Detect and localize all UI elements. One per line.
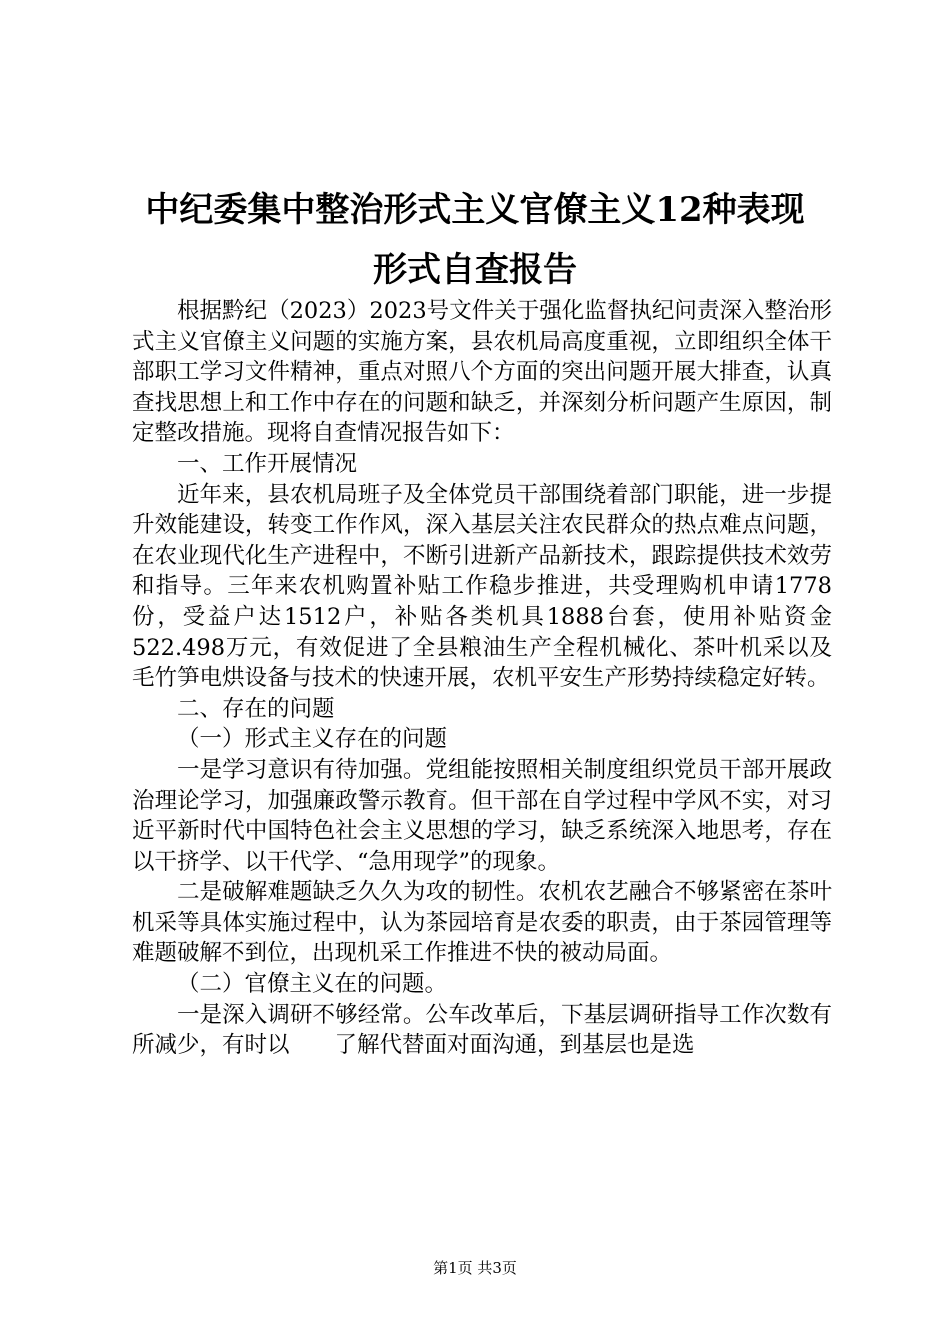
paragraph-formalism-1: 一是学习意识有待加强。党组能按照相关制度组织党员干部开展政治理论学习，加强廉政警示教育。但干部在自学过程中学风不实，对习近平新时代中国特色社会主义思想的学习，缺乏系统深入地思考，存在以干挤学、以干代学、“急用现学”的现象。 (132, 756, 832, 875)
document-title-line-2: 形式自查报告 (373, 250, 577, 290)
paragraph-formalism-2: 二是破解难题缺乏久久为攻的韧性。农机农艺融合不够紧密在茶叶机采等具体实施过程中，认为茶园培育是农委的职责，由于茶园管理等难题破解不到位，出现机采工作推进不快的被动局面。 (132, 879, 832, 967)
heading-work-progress: 一、工作开展情况 (177, 450, 358, 477)
document-body (132, 296, 832, 1061)
paragraph-intro: 根据黔纪（2023）2023号文件关于强化监督执纪问责深入整治形式主义官僚主义问题的实施方案，县农机局高度重视，立即组织全体干部职工学习文件精神，重点对照八个方面的突出问题开展大排查，认真查找思想上和工作中存在的问题和缺乏，并深刻分析问题产生原因，制定整改措施。现将自查情况报告如下： (132, 298, 832, 447)
paragraph-work-progress: 近年来，县农机局班子及全体党员干部围绕着部门职能，进一步提升效能建设，转变工作作风，深入基层关注农民群众的热点难点问题，在农业现代化生产进程中，不断引进新产品新技术，跟踪提供技术效劳和指导。三年来农机购置补贴工作稳步推进，共受理购机申请1778份，受益户达1512户，补贴各类机具1888台套，使用补贴资金522.498万元，有效促进了全县粮油生产全程机械化、茶叶机采以及毛竹笋电烘设备与技术的快速开展，农机平安生产形势持续稳定好转。 (132, 481, 832, 692)
heading-existing-problems: 二、存在的问题 (177, 695, 335, 722)
page-footer: 第1页 共3页 (433, 1259, 517, 1277)
subheading-formalism: （一）形式主义存在的问题 (177, 726, 448, 753)
document-title-line-1: 中纪委集中整治形式主义官僚主义12种表现 (145, 190, 805, 230)
subheading-bureaucratism: （二）官僚主义在的问题。 (177, 971, 448, 998)
paragraph-bureaucratism-1: 一是深入调研不够经常。公车改革后，下基层调研指导工作次数有所减少，有时以 了解代替面对面沟通，到基层也是选 (132, 1001, 832, 1059)
